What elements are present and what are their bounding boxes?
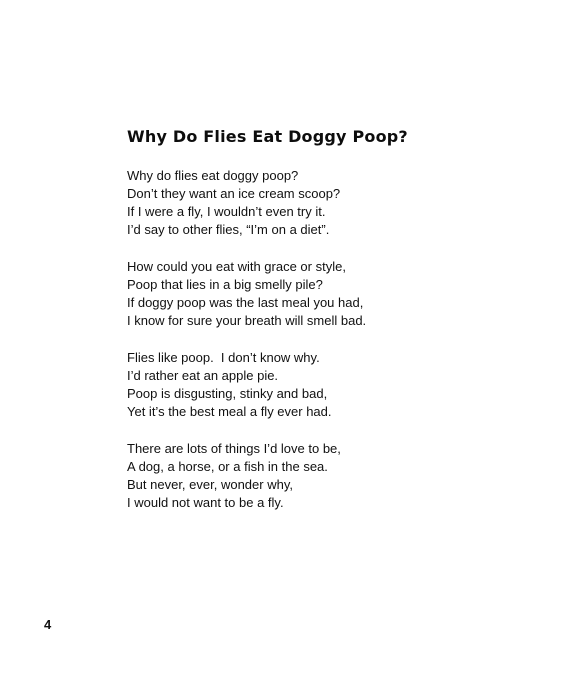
stanza-1 xyxy=(127,167,527,239)
poem-line: How could you eat with grace or style, xyxy=(127,259,346,274)
poem-line: Don’t they want an ice cream scoop? xyxy=(127,186,341,201)
poem-line: Flies like poop. I don’t know why. xyxy=(127,350,320,365)
poem-line: Poop is disgusting, stinky and bad, xyxy=(127,386,328,401)
poem-line: Yet it’s the best meal a fly ever had. xyxy=(127,404,332,419)
poem-title: Why Do Flies Eat Doggy Poop? xyxy=(127,127,408,146)
poem-line: If doggy poop was the last meal you had, xyxy=(127,295,364,310)
stanza-3 xyxy=(127,349,527,421)
poem-line: If I were a fly, I wouldn’t even try it. xyxy=(127,204,326,219)
poem-line: I know for sure your breath will smell bad. xyxy=(127,313,367,328)
stanza-4 xyxy=(127,440,527,512)
poem-line: But never, ever, wonder why, xyxy=(127,477,293,492)
poem-line: Why do flies eat doggy poop? xyxy=(127,168,299,183)
poem-body xyxy=(127,167,527,531)
poem-line: Poop that lies in a big smelly pile? xyxy=(127,277,323,292)
poem-line: I’d rather eat an apple pie. xyxy=(127,368,279,383)
poem-line: There are lots of things I’d love to be, xyxy=(127,441,341,456)
poem-line: A dog, a horse, or a fish in the sea. xyxy=(127,459,328,474)
poem-line: I’d say to other flies, “I’m on a diet”. xyxy=(127,222,330,237)
stanza-2 xyxy=(127,258,527,330)
page-number: 4 xyxy=(44,617,52,632)
poem-line: I would not want to be a fly. xyxy=(127,495,284,510)
